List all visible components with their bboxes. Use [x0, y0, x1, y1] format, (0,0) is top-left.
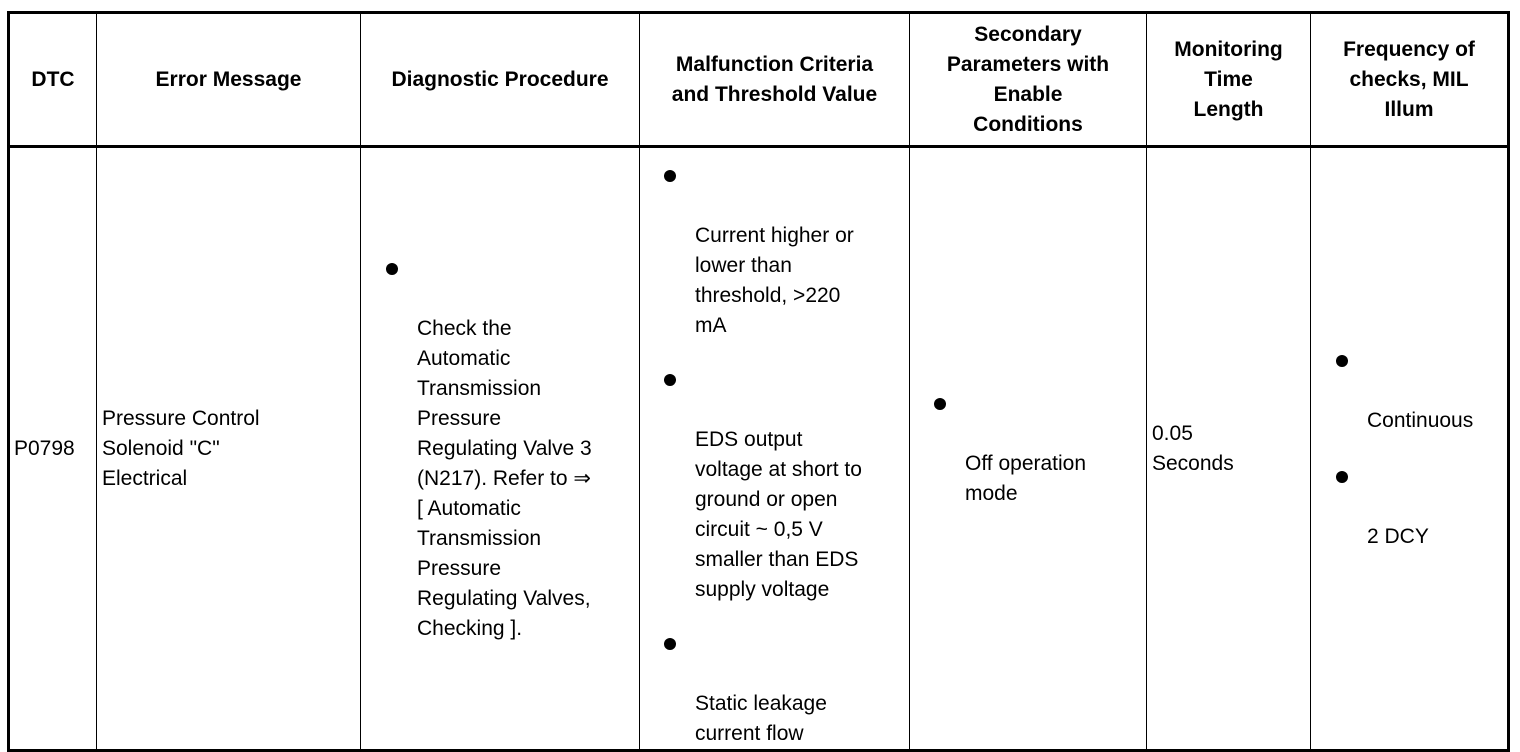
header-malfunction-criteria: Malfunction Criteria and Threshold Value	[640, 13, 910, 147]
bullet-icon	[664, 374, 676, 386]
frequency-cell	[1311, 147, 1509, 751]
malfunction-criteria-cell	[640, 147, 910, 751]
header-error-message: Error Message	[97, 13, 361, 147]
dtc-code: P0798	[9, 147, 97, 751]
secondary-parameters-text: Off operation mode	[965, 451, 1087, 505]
header-monitoring-time: Monitoring Time Length	[1147, 13, 1311, 147]
malfunction-criteria-text: Static leakage current flow	[695, 692, 827, 745]
bullet-icon	[934, 398, 946, 410]
header-secondary-parameters: Secondary Parameters with Enable Conditions	[910, 13, 1147, 147]
diagnostic-procedure-list	[361, 254, 639, 644]
bullet-icon	[664, 170, 676, 182]
malfunction-criteria-text: EDS output voltage at short to ground or open circuit ~ 0,5 V smaller than EDS supply voltage	[695, 428, 862, 601]
monitoring-time: 0.05 Seconds	[1147, 147, 1311, 751]
frequency-text: Continuous	[1367, 408, 1474, 432]
malfunction-criteria-list	[640, 161, 909, 749]
list-item	[640, 365, 909, 605]
list-item	[640, 629, 909, 749]
error-message: Pressure Control Solenoid "C" Electrical	[97, 147, 361, 751]
list-item	[361, 254, 639, 644]
list-item	[1311, 462, 1507, 552]
frequency-list	[1311, 346, 1507, 552]
list-item	[910, 389, 1146, 509]
bullet-icon	[1336, 471, 1348, 483]
secondary-parameters-list	[910, 389, 1146, 509]
header-frequency: Frequency of checks, MIL Illum	[1311, 13, 1509, 147]
bullet-icon	[1336, 355, 1348, 367]
bullet-icon	[664, 638, 676, 650]
diagnostic-procedure-text: Check the Automatic Transmission Pressure Regulating Valve 3 (N217). Refer to ⇒ [ Automatic Transmission Pressure Regulating Valves, Checking ].	[417, 316, 592, 640]
malfunction-criteria-text: Current higher or lower than threshold, >220 mA	[695, 224, 854, 337]
table-row	[9, 147, 1509, 751]
secondary-parameters-cell	[910, 147, 1147, 751]
header-row	[9, 13, 1509, 147]
bullet-icon	[386, 263, 398, 275]
dtc-table	[7, 11, 1510, 752]
frequency-text: 2 DCY	[1367, 524, 1429, 548]
diagnostic-procedure-cell	[361, 147, 640, 751]
list-item	[640, 161, 909, 341]
header-dtc: DTC	[9, 13, 97, 147]
list-item	[1311, 346, 1507, 436]
header-diagnostic-procedure: Diagnostic Procedure	[361, 13, 640, 147]
